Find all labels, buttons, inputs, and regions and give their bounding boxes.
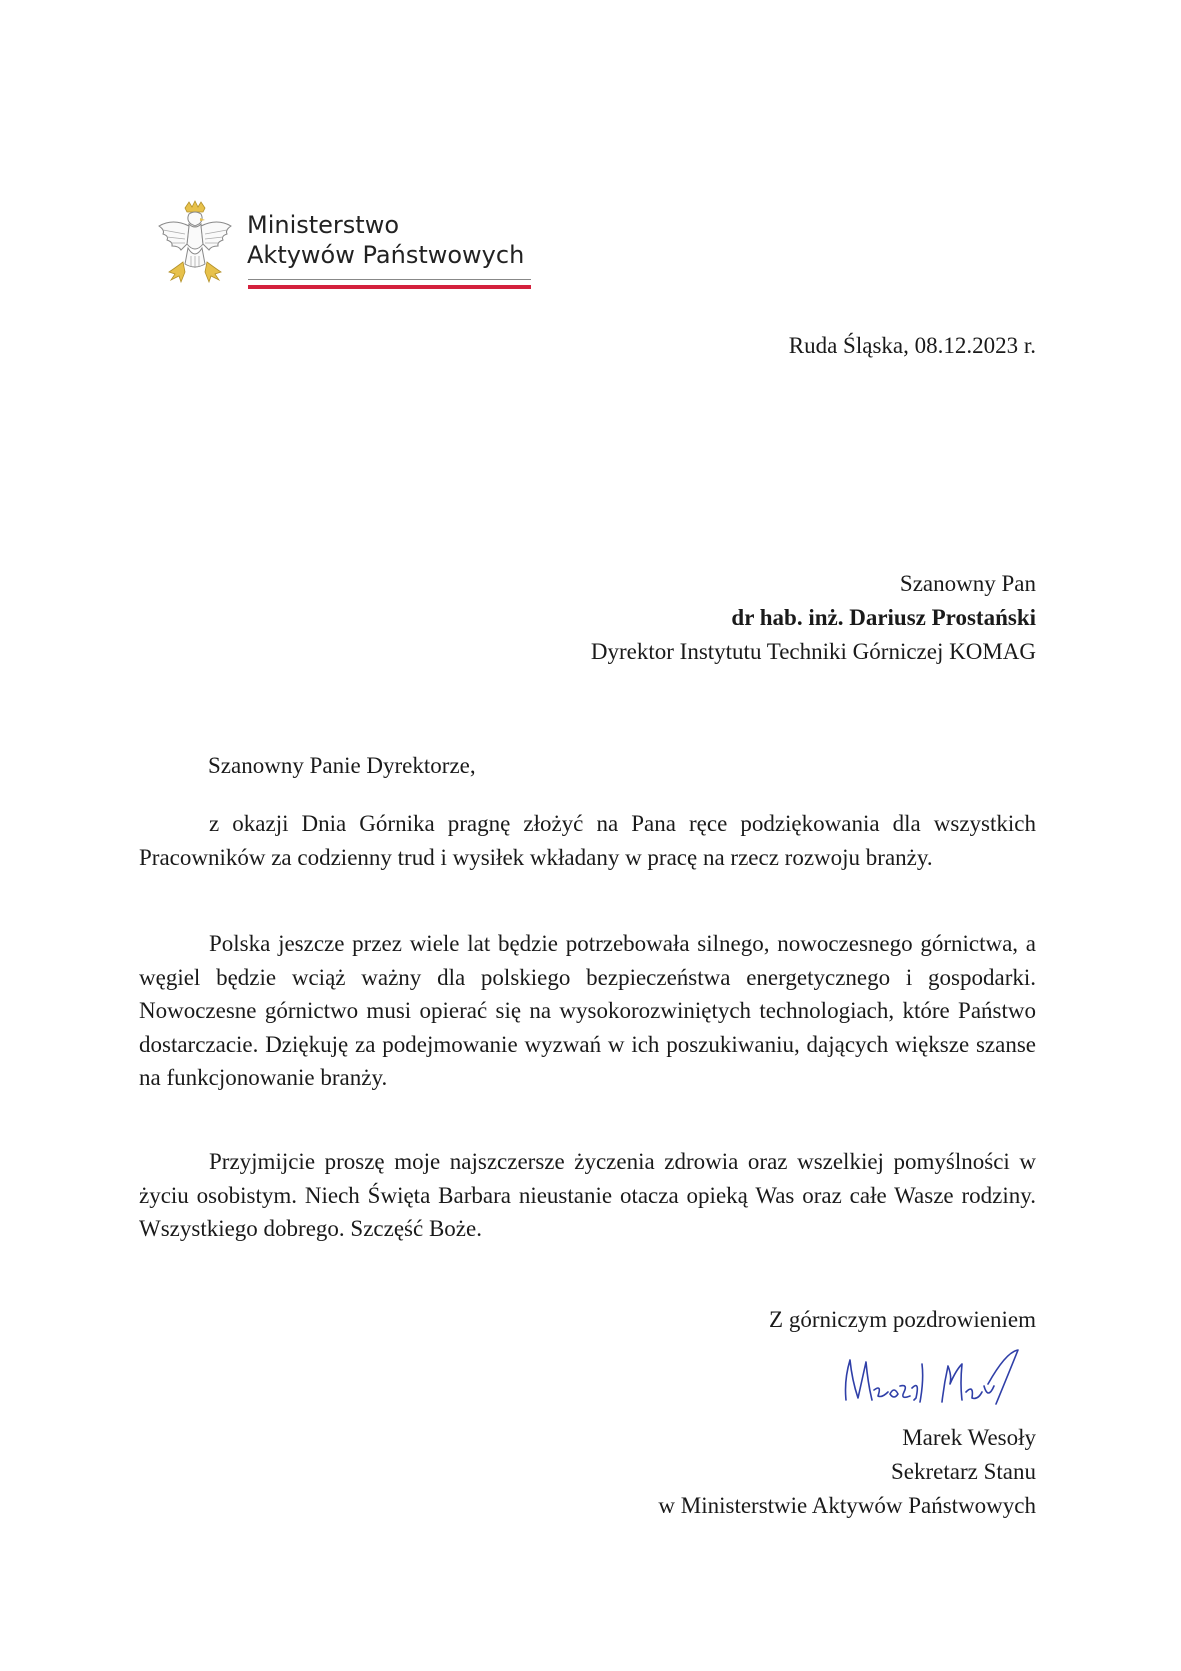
ministry-name	[247, 210, 524, 270]
recipient-name: dr hab. inż. Dariusz Prostański	[731, 605, 1036, 630]
body-paragraph-3: Przyjmijcie proszę moje najszczersze życzenia zdrowia oraz wszelkiej pomyślności w życiu osobistym. Niech Święta Barbara nieustanie otacza opieką Was oraz całe Wasze rodziny. Wszystkiego dobrego. Szczęść Boże.	[139, 1149, 1036, 1241]
letterhead-divider-red	[248, 285, 531, 289]
signatory-title: Sekretarz Stanu	[891, 1459, 1036, 1484]
ministry-name-line2: Aktywów Państwowych	[247, 241, 525, 269]
handwritten-signature	[838, 1340, 1028, 1412]
body-paragraph-1: z okazji Dnia Górnika pragnę złożyć na Pana ręce podziękowania dla wszystkich Pracowników za codzienny trud i wysiłek wkładany w pracę na rzecz rozwoju branży.	[139, 811, 1036, 870]
salutation: Szanowny Panie Dyrektorze,	[208, 753, 476, 778]
letterhead-divider-gray	[248, 279, 531, 280]
ministry-name-line1: Ministerstwo	[247, 211, 400, 239]
closing-line: Z górniczym pozdrowieniem	[769, 1307, 1036, 1332]
recipient-position: Dyrektor Instytutu Techniki Górniczej KOMAG	[590, 639, 1036, 664]
body-paragraph-2: Polska jeszcze przez wiele lat będzie potrzebowała silnego, nowoczesnego górnictwa, a węgiel będzie wciąż ważny dla polskiego bezpieczeństwa energetycznego i gospodarki. Nowoczesne górnictwo musi opierać się na wysokorozwiniętych technologiach, które Państwo dostarczacie. Dziękuję za podejmowanie wyzwań w ich poszukiwaniu, dających większe szanse na funkcjonowanie branży.	[139, 931, 1036, 1090]
date-line: Ruda Śląska, 08.12.2023 r.	[788, 333, 1036, 358]
recipient-greeting: Szanowny Pan	[899, 571, 1036, 596]
signatory-name: Marek Wesoły	[902, 1425, 1036, 1450]
letterhead	[155, 200, 535, 300]
signatory-institution: w Ministerstwie Aktywów Państwowych	[658, 1493, 1036, 1518]
eagle-emblem-icon	[155, 200, 235, 290]
